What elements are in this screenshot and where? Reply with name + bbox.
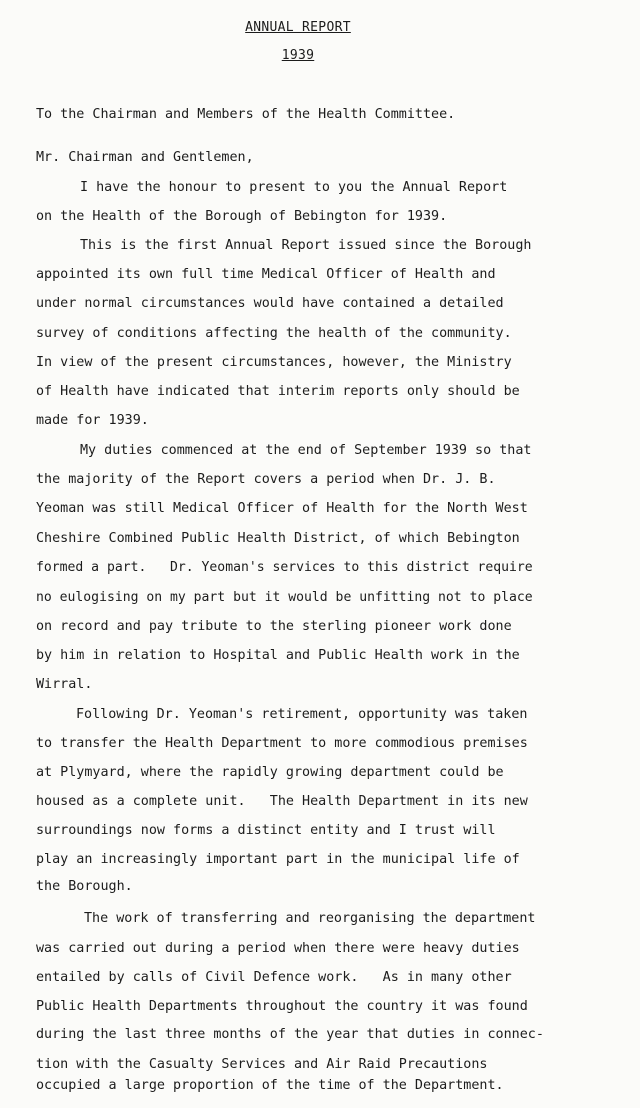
body-line: tion with the Casualty Services and Air Raid Precautions (36, 1057, 488, 1072)
body-line: under normal circumstances would have contained a detailed (36, 296, 504, 311)
body-line: by him in relation to Hospital and Public Health work in the (36, 648, 520, 663)
body-line: Cheshire Combined Public Health District, of which Bebington (36, 531, 520, 546)
body-line: was carried out during a period when there were heavy duties (36, 941, 520, 956)
body-line: In view of the present circumstances, however, the Ministry (36, 355, 512, 370)
report-year: 1939 (281, 48, 315, 63)
body-line: at Plymyard, where the rapidly growing department could be (36, 765, 504, 780)
body-line: no eulogising on my part but it would be unfitting not to place (36, 590, 533, 605)
body-line: Yeoman was still Medical Officer of Health for the North West (36, 501, 528, 516)
body-line: surroundings now forms a distinct entity and I trust will (36, 823, 496, 838)
body-line: formed a part. Dr. Yeoman's services to this district require (36, 560, 533, 575)
body-line: survey of conditions affecting the health of the community. (36, 326, 512, 341)
body-line: of Health have indicated that interim reports only should be (36, 384, 520, 399)
body-line: to transfer the Health Department to more commodious premises (36, 736, 528, 751)
body-line: the majority of the Report covers a period when Dr. J. B. (36, 472, 496, 487)
body-line: Following Dr. Yeoman's retirement, opportunity was taken (76, 707, 528, 722)
body-line: occupied a large proportion of the time of the Department. (36, 1078, 504, 1093)
body-line: the Borough. (36, 879, 133, 894)
body-line: on record and pay tribute to the sterling pioneer work done (36, 619, 512, 634)
body-line: on the Health of the Borough of Bebington for 1939. (36, 209, 448, 224)
body-line: housed as a complete unit. The Health Department in its new (36, 794, 528, 809)
body-line: Wirral. (36, 677, 93, 692)
body-line: This is the first Annual Report issued since the Borough (80, 238, 532, 253)
body-line: made for 1939. (36, 413, 149, 428)
body-line: appointed its own full time Medical Officer of Health and (36, 267, 496, 282)
body-line: The work of transferring and reorganising the department (84, 911, 536, 926)
body-line: Public Health Departments throughout the country it was found (36, 999, 528, 1014)
body-line: play an increasingly important part in the municipal life of (36, 852, 520, 867)
body-line: during the last three months of the year that duties in connec- (36, 1027, 544, 1042)
body-line: To the Chairman and Members of the Health Committee. (36, 107, 456, 122)
body-line: Mr. Chairman and Gentlemen, (36, 150, 254, 165)
body-line: My duties commenced at the end of September 1939 so that (80, 443, 532, 458)
body-line: I have the honour to present to you the Annual Report (80, 180, 508, 195)
report-title: ANNUAL REPORT (245, 20, 351, 35)
body-line: entailed by calls of Civil Defence work. As in many other (36, 970, 512, 985)
